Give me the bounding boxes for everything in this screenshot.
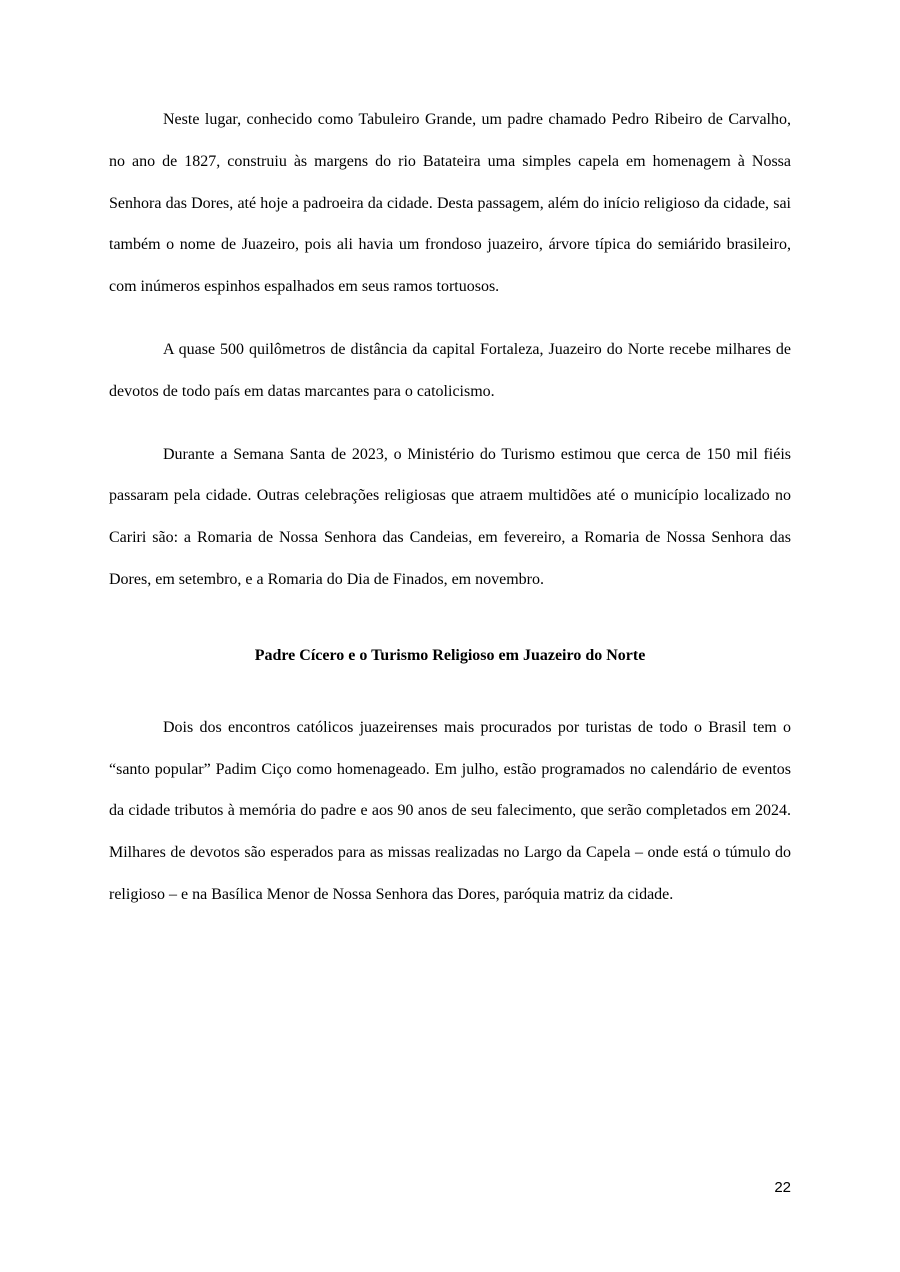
body-paragraph: Neste lugar, conhecido como Tabuleiro Grande, um padre chamado Pedro Ribeiro de Carvalho, no ano de 1827, construiu às margens do rio Batateira uma simples capela em homenagem à Nossa Senhora das Dores, até hoje a padroeira da cidade. Desta passagem, além do início religioso da cidade, sai também o nome de Juazeiro, pois ali havia um frondoso juazeiro, árvore típica do semiárido brasileiro, com inúmeros espinhos espalhados em seus ramos tortuosos.: [109, 111, 791, 296]
page-number: 22: [774, 1179, 791, 1196]
section-heading: Padre Cícero e o Turismo Religioso em Juazeiro do Norte: [254, 646, 646, 664]
body-paragraph: Durante a Semana Santa de 2023, o Ministério do Turismo estimou que cerca de 150 mil fiéis passaram pela cidade. Outras celebrações religiosas que atraem multidões até o município localizado no Cariri são: a Romaria de Nossa Senhora das Candeias, em fevereiro, a Romaria de Nossa Senhora das Dores, em setembro, e a Romaria do Dia de Finados, em novembro.: [109, 445, 791, 588]
document-page: [109, 99, 791, 916]
body-paragraph: A quase 500 quilômetros de distância da capital Fortaleza, Juazeiro do Norte recebe milhares de devotos de todo país em datas marcantes para o catolicismo.: [109, 340, 791, 400]
body-paragraph: Dois dos encontros católicos juazeirenses mais procurados por turistas de todo o Brasil tem o “santo popular” Padim Ciço como homenageado. Em julho, estão programados no calendário de eventos da cidade tributos à memória do padre e aos 90 anos de seu falecimento, que serão completados em 2024. Milhares de devotos são esperados para as missas realizadas no Largo da Capela – onde está o túmulo do religioso – e na Basílica Menor de Nossa Senhora das Dores, paróquia matriz da cidade.: [109, 718, 791, 903]
